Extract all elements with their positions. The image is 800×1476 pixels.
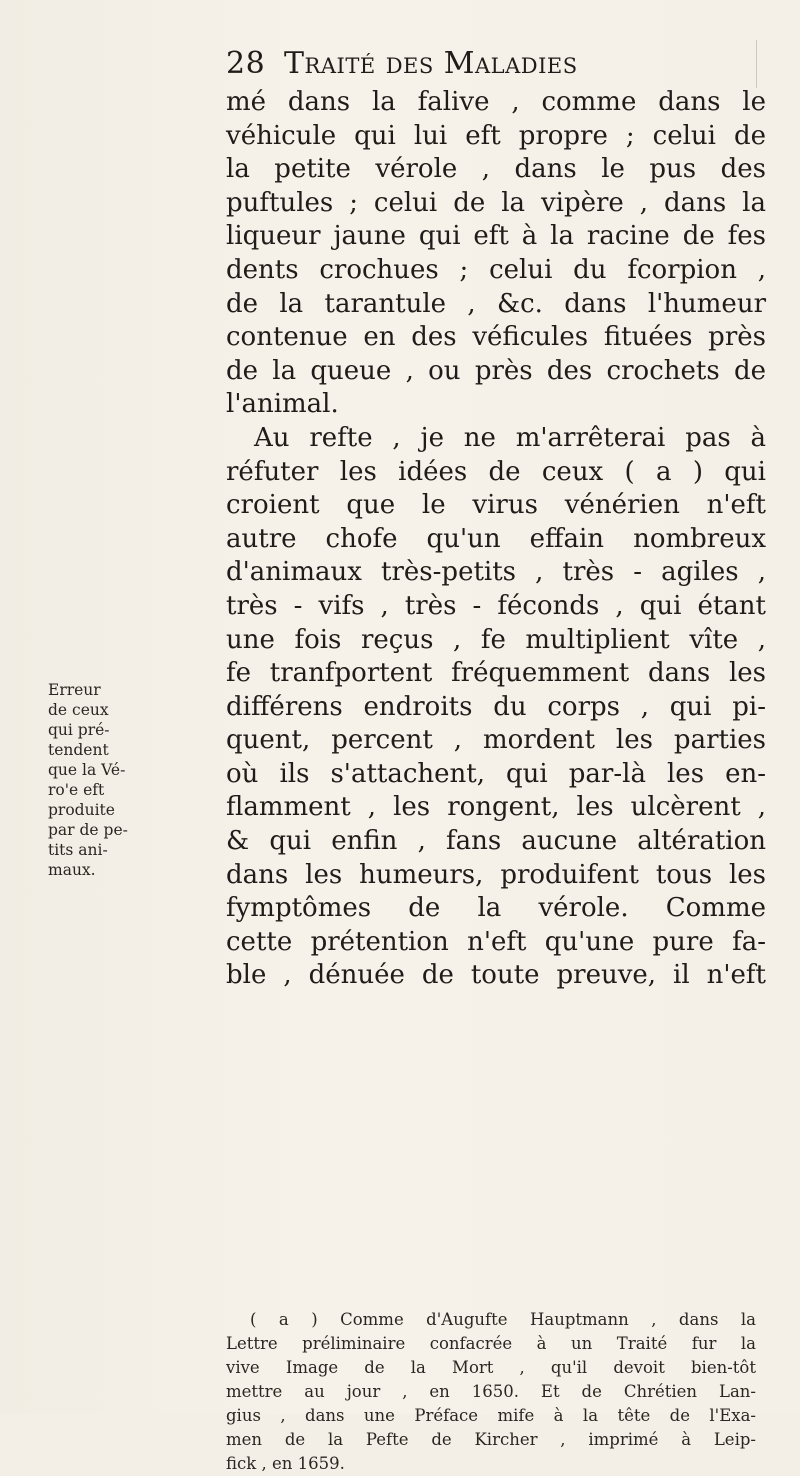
text-line: la petite vérole , dans le pus des [226, 154, 766, 185]
text-line: puftules ; celui de la vipère , dans la [226, 187, 766, 218]
page-number: 28 [226, 46, 266, 81]
margin-note-line: tendent [48, 741, 109, 759]
text-line: liqueur jaune qui eft à la racine de fes [226, 221, 766, 252]
margin-note-line: produite [48, 801, 115, 819]
text-line: réfuter les idées de ceux ( a ) qui [226, 456, 766, 487]
margin-note-line: par de pe- [48, 821, 128, 839]
text-line: d'animaux très-petits , très - agiles , [226, 557, 766, 588]
text-line: dents crochues ; celui du fcorpion , [226, 254, 766, 285]
text-line: fe tranfportent fréquemment dans les [226, 658, 766, 689]
page-header [226, 44, 746, 84]
text-line: très - vifs , très - féconds , qui étant [226, 590, 766, 621]
text-line: où ils s'attachent, qui par-là les en- [226, 758, 766, 789]
text-line: flamment , les rongent, les ulcèrent , [226, 792, 766, 823]
footnote-line: mettre au jour , en 1650. Et de Chrétien Lan- [226, 1382, 756, 1401]
text-line: mé dans la falive , comme dans le [226, 87, 766, 117]
text-line: dans les humeurs, produifent tous les [226, 859, 766, 890]
margin-note-line: ro'e eft [48, 781, 105, 799]
text-line: Au refte , je ne m'arrêterai pas à [254, 422, 766, 453]
margin-note-line: qui pré- [48, 721, 110, 739]
page-edge-mark [756, 40, 757, 88]
text-line: cette prétention n'eft qu'une pure fa- [226, 926, 766, 957]
text-line: l'animal. [226, 389, 339, 420]
text-line: croient que le virus vénérien n'eft [226, 490, 766, 521]
margin-note [48, 680, 172, 880]
text-line: de la queue , ou près des crochets de [226, 355, 766, 386]
footnote-line: fick , en 1659. [226, 1454, 345, 1473]
margin-note-line: Erreur [48, 681, 101, 699]
main-text [226, 86, 766, 993]
text-line: une fois reçus , fe multiplient vîte , [226, 624, 766, 655]
footnote-line: vive Image de la Mort , qu'il devoit bien-tôt [226, 1358, 756, 1377]
text-line: autre chofe qu'un effain nombreux [226, 523, 766, 554]
text-line: véhicule qui lui eft propre ; celui de [226, 120, 766, 151]
text-line: fymptômes de la vérole. Comme [226, 893, 766, 924]
margin-note-line: tits ani- [48, 841, 108, 859]
running-title: Traité des Maladies [284, 46, 578, 81]
text-line: quent, percent , mordent les parties [226, 725, 766, 756]
footnote-line: ( a ) Comme d'Augufte Hauptmann , dans la [250, 1310, 756, 1329]
text-line: de la tarantule , &c. dans l'humeur [226, 288, 766, 319]
margin-note-line: de ceux [48, 701, 109, 719]
text-line: ble , dénuée de toute preuve, il n'eft [226, 960, 766, 991]
text-line: & qui enfin , fans aucune altération [226, 826, 766, 857]
text-line: contenue en des véficules fituées près [226, 322, 766, 353]
margin-note-line: maux. [48, 861, 96, 879]
footnote-line: Lettre préliminaire confacrée à un Traité fur la [226, 1334, 756, 1353]
footnote-line: men de la Pefte de Kircher , imprimé à Leip- [226, 1430, 756, 1449]
footnote [226, 1308, 756, 1476]
margin-note-line: que la Vé- [48, 761, 126, 779]
footnote-line: gius , dans une Préface mife à la tête de l'Exa- [226, 1406, 756, 1425]
text-line: différens endroits du corps , qui pi- [226, 691, 766, 722]
